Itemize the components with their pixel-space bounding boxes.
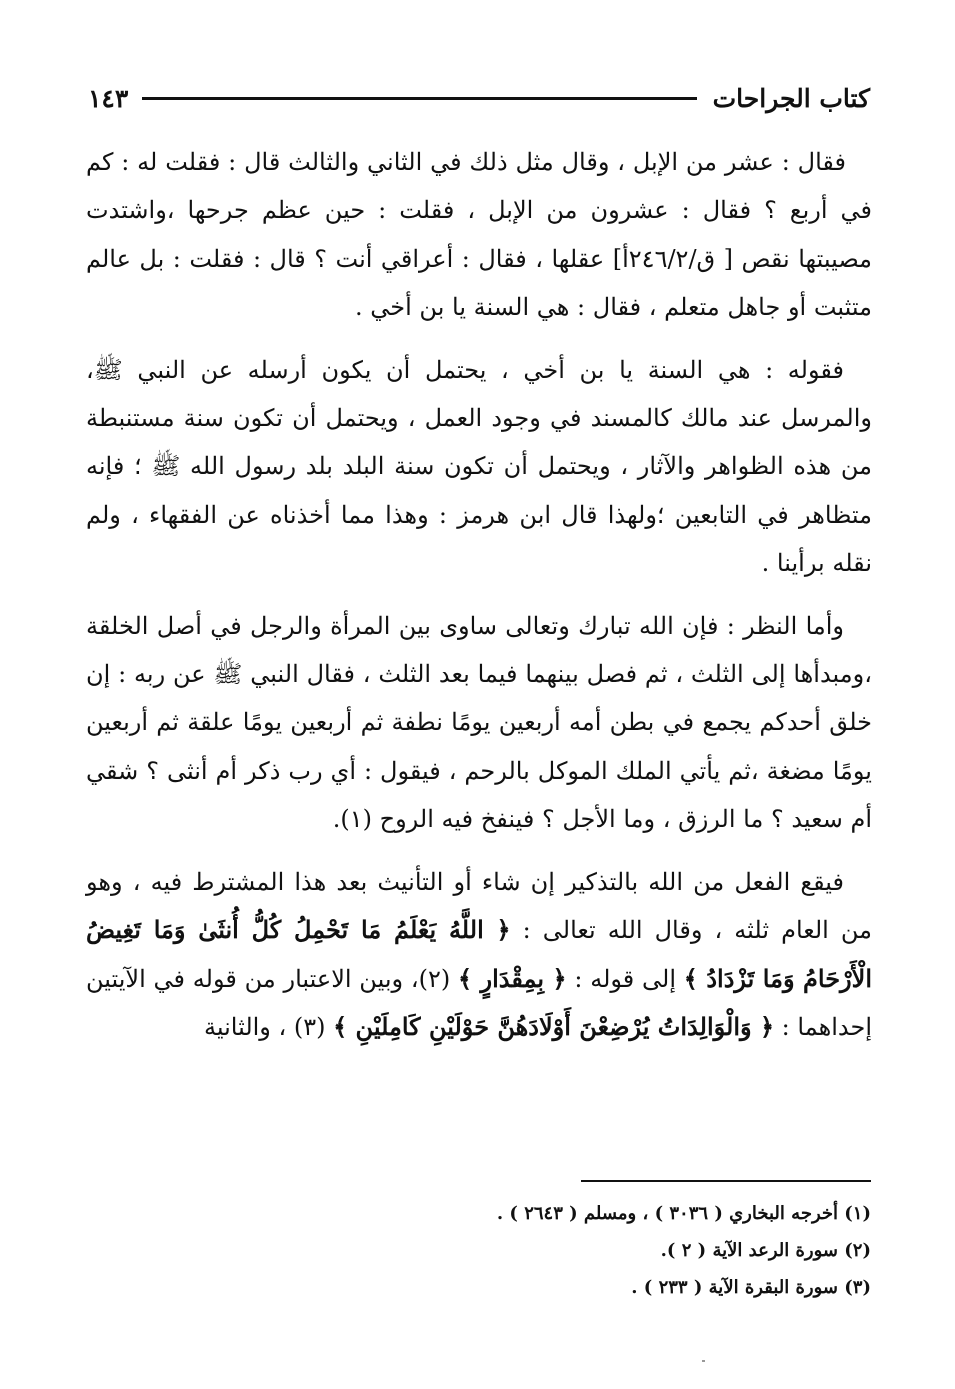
paragraph-4-mid-2: (٢)، وبين الاعتبار من قوله في الآيتين إحداهما : <box>86 964 872 1041</box>
paragraph-4-intro: فيقع الفعل من الله بالتذكير إن شاء أو التأنيث بعد هذا المشترط فيه ، وهو من العام ثلثه ، وقال الله تعالى : <box>86 867 872 945</box>
footnote-3: (٣) سورة البقرة الآية ( ٢٣٣ ) . <box>631 1277 871 1298</box>
footnotes <box>271 1195 871 1306</box>
footnote-separator <box>581 1180 871 1182</box>
body-text <box>86 138 872 1065</box>
paragraph-4-end: (٣) ، والثانية <box>203 1012 334 1041</box>
quran-verse-3: ﴿ وَالْوَالِدَاتُ يُرْضِعْنَ أَوْلَادَهُنَّ حَوْلَيْنِ كَامِلَيْنِ ﴾ <box>333 1011 775 1041</box>
quran-verse-2: ﴿ بِمِقْدَارٍ ﴾ <box>457 963 567 993</box>
quran-verse-1: ﴿ اللَّهُ يَعْلَمُ مَا تَحْمِلُ كُلُّ أُنثَىٰ وَمَا تَغِيضُ الْأَرْحَامُ وَمَا تَزْدَادُ ﴾ <box>86 915 872 993</box>
page-number: ١٤٣ <box>88 83 129 113</box>
paragraph-1-text: فقال : عشر من الإبل ، وقال مثل ذلك في الثاني والثالث قال : فقلت له : كم في أربع ؟ فقال : عشرون من الإبل ، فقلت : حين عظم جرحها ،واشتدت مصيبتها نقص [ ق/٢٤٦/٢أ] عقلها ، فقال : أعراقي أنت ؟ قال : فقلت : بل عالم متثبت أو جاهل متعلم ، فقال : هي السنة يا بن أخي . <box>86 148 872 322</box>
scan-speck <box>702 1360 705 1362</box>
paragraph-4-mid-1: إلى قوله : <box>566 964 684 993</box>
running-header <box>88 78 870 118</box>
footnote-1: (١) أخرجه البخاري ( ٣٠٣٦ ) ، ومسلم ( ٢٦٤٣ ) . <box>496 1203 871 1224</box>
paragraph-4 <box>86 858 872 1052</box>
paragraph-2 <box>86 346 872 588</box>
paragraph-3 <box>86 602 872 844</box>
book-title: كتاب الجراحات <box>712 83 870 113</box>
paragraph-2-text: فقوله : هي السنة يا بن أخي ، يحتمل أن يكون أرسله عن النبي ﷺ، والمرسل عند مالك كالمسند في وجود العمل ، ويحتمل أن تكون سنة مستنبطة من هذه الظواهر والآثار ، ويحتمل أن تكون سنة البلد بلد رسول الله ﷺ ؛ فإنه متظاهر في التابعين ؛ولهذا قال ابن هرمز : وهذا مما أخذناه عن الفقهاء ، ولم نقله برأينا . <box>86 355 872 578</box>
paragraph-3-text: وأما النظر : فإن الله تبارك وتعالى ساوى بين المرأة والرجل في أصل الخلقة ،ومبدأها إلى الثلث ، ثم فصل بينهما فيما بعد الثلث ، فقال النبي ﷺ عن ربه : إن خلق أحدكم يجمع في بطن أمه أربعين يومًا نطفة ثم أربعين يومًا علقة ثم أربعين يومًا مضغة ،ثم يأتي الملك الموكل بالرحم ، فيقول : أي رب ذكر أم أنثى ؟ شقي أم سعيد ؟ ما الرزق ، وما الأجل ؟ فينفخ فيه الروح (١). <box>86 611 872 834</box>
paragraph-1 <box>86 138 872 332</box>
footnote-2: (٢) سورة الرعد الآية ( ٢ ). <box>660 1240 871 1261</box>
header-rule <box>142 97 696 100</box>
